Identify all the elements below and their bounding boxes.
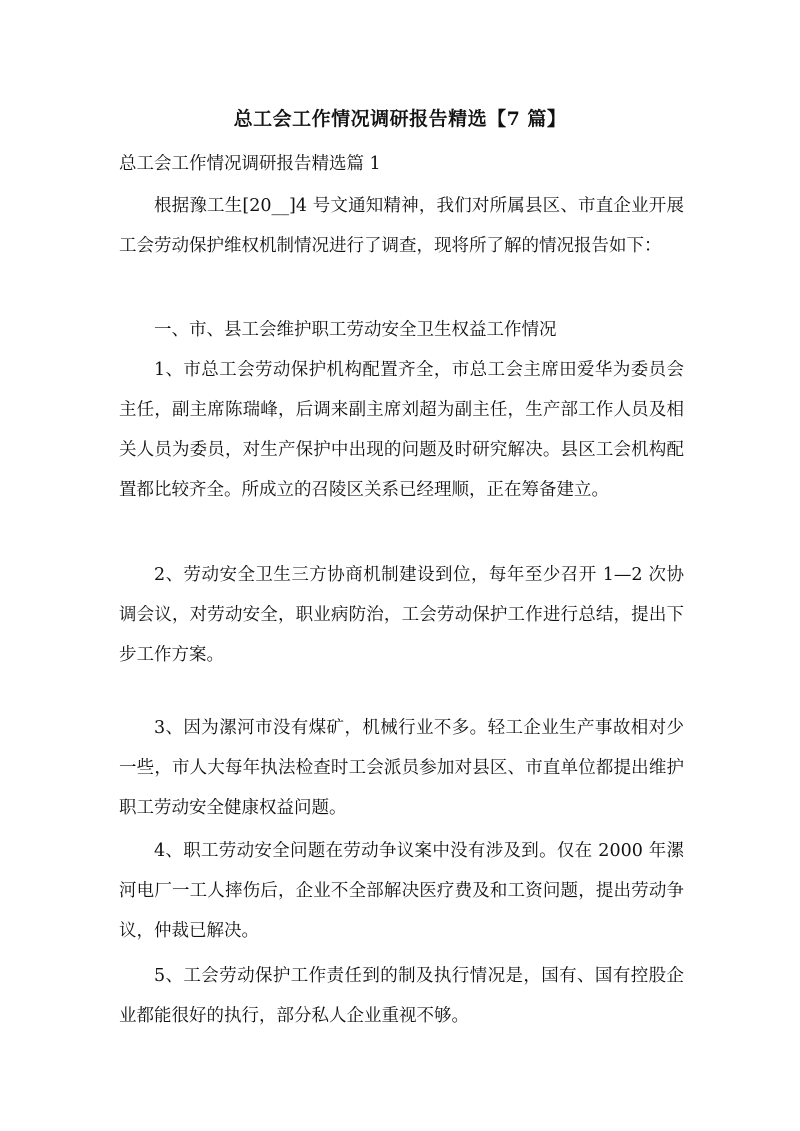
paragraph-item-3: 3、因为漯河市没有煤矿，机械行业不多。轻工企业生产事故相对少一些，市人大每年执法检查时工会派员参加对县区、市直单位都提出维护职工劳动安全健康权益问题。 (119, 718, 684, 818)
paragraph-item-5: 5、工会劳动保护工作责任到的制及执行情况是，国有、国有控股企业都能很好的执行，部分私人企业重视不够。 (119, 966, 684, 1026)
paragraph-intro: 根据豫工生[20__]4 号文通知精神，我们对所属县区、市直企业开展工会劳动保护维权机制情况进行了调查，现将所了解的情况报告如下： (119, 196, 684, 256)
paragraph-item-2: 2、劳动安全卫生三方协商机制建设到位，每年至少召开 1—2 次协调会议，对劳动安全，职业病防治，工会劳动保护工作进行总结，提出下步工作方案。 (119, 565, 684, 665)
document-title: 总工会工作情况调研报告精选【7 篇】 (233, 108, 567, 130)
paragraph-section-heading: 一、市、县工会维护职工劳动安全卫生权益工作情况 (154, 320, 557, 340)
paragraph-item-1: 1、市总工会劳动保护机构配置齐全，市总工会主席田爱华为委员会主任，副主席陈瑞峰，后调来副主席刘超为副主任，生产部工作人员及相关人员为委员，对生产保护中出现的问题及时研究解决。县区工会机构配置都比较齐全。所成立的召陵区关系已经理顺，正在筹备建立。 (119, 360, 684, 500)
paragraph-item-4: 4、职工劳动安全问题在劳动争议案中没有涉及到。仅在 2000 年漯河电厂一工人摔伤后，企业不全部解决医疗费及和工资问题，提出劳动争议，仲裁已解决。 (119, 841, 684, 941)
document-subtitle: 总工会工作情况调研报告精选篇 1 (119, 154, 381, 174)
